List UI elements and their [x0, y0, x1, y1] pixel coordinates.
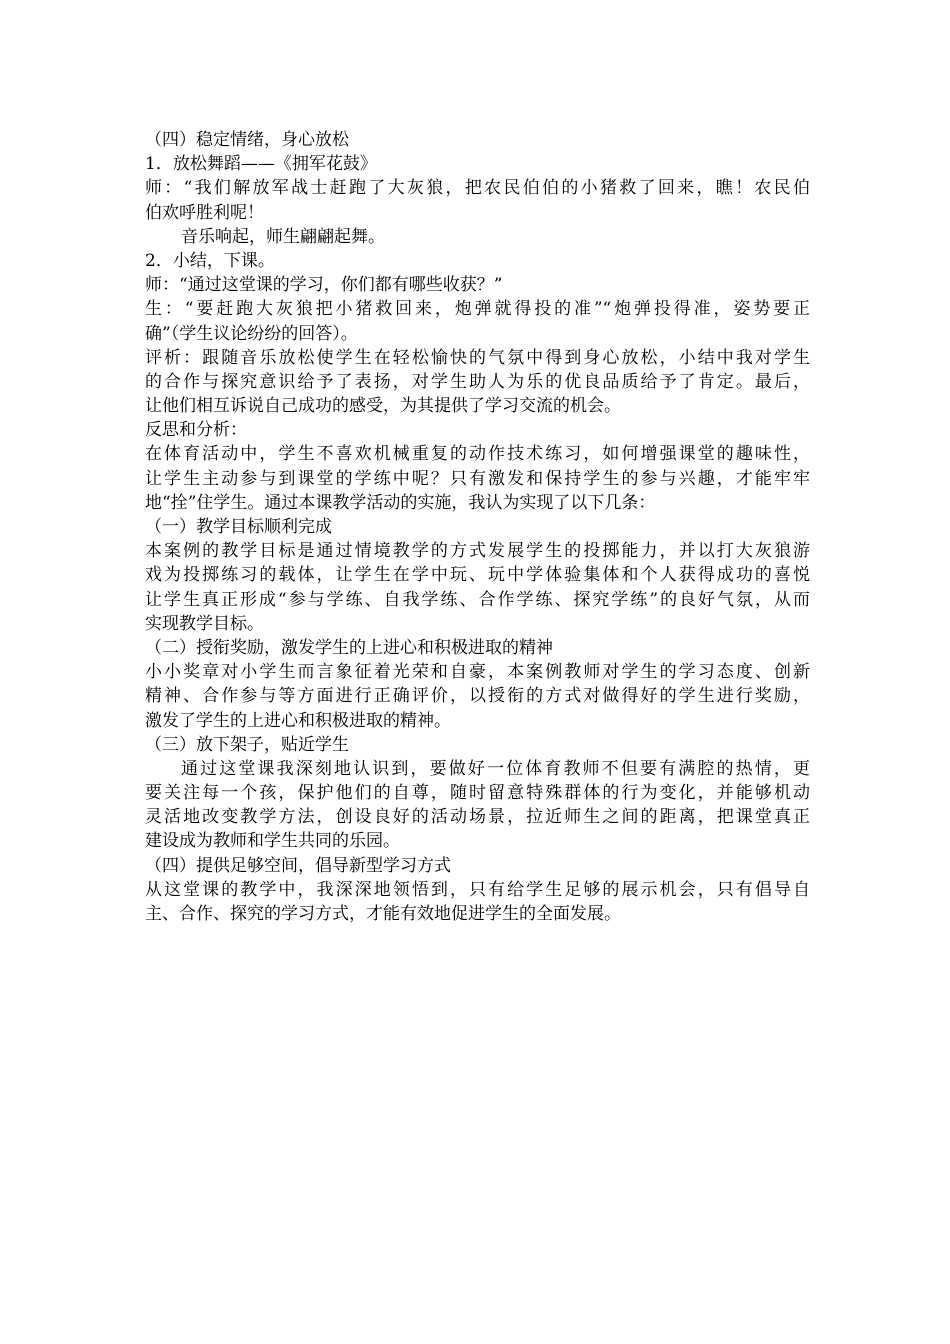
item-relax-dance: 1．放松舞蹈——《拥军花鼓》	[145, 154, 377, 175]
reflection-heading: 反思和分析：	[145, 420, 247, 441]
teacher-line-1b: 伯欢呼胜利呢！	[145, 202, 264, 223]
teacher-line-2: 师：“通过这堂课的学习，你们都有哪些收获？”	[145, 275, 503, 296]
student-line-b: 确”（学生议论纷纷的回答）。	[145, 323, 358, 344]
para-2-line-a: 小小奖章对小学生而言象征着光荣和自豪，本案例教师对学生的学习态度、创新	[145, 662, 810, 683]
reflection-line-b: 让学生主动参与到课堂的学练中呢？只有激发和保持学生的参与兴趣，才能牢牢	[145, 468, 810, 489]
para-1-line-b: 戏为投掷练习的载体，让学生在学中玩、玩中学体验集体和个人获得成功的喜悦	[145, 565, 810, 586]
para-3-line-a: 通过这堂课我深刻地认识到，要做好一位体育教师不但要有满腔的热情，更	[181, 758, 810, 779]
subheading-3: （三）放下架子，贴近学生	[145, 734, 349, 755]
comment-line-c: 让他们相互诉说自己成功的感受，为其提供了学习交流的机会。	[145, 396, 621, 417]
reflection-line-a: 在体育活动中，学生不喜欢机械重复的动作技术练习，如何增强课堂的趣味性，	[145, 444, 810, 465]
para-1-line-c: 让学生真正形成“参与学练、自我学练、合作学练、探究学练”的良好气氛，从而	[145, 589, 810, 610]
document-body	[145, 128, 810, 926]
music-line: 音乐响起，师生翩翩起舞。	[181, 226, 385, 247]
para-4-line-a: 从这堂课的教学中，我深深地领悟到，只有给学生足够的展示机会，只有倡导自	[145, 879, 810, 900]
para-1-line-a: 本案例的教学目标是通过情境教学的方式发展学生的投掷能力，并以打大灰狼游	[145, 541, 810, 562]
para-2-line-c: 激发了学生的上进心和积极进取的精神。	[145, 710, 451, 731]
subheading-2: （二）授衔奖励，激发学生的上进心和积极进取的精神	[145, 637, 553, 658]
teacher-line-1a: 师：“我们解放军战士赶跑了大灰狼，把农民伯伯的小猪救了回来，瞧！农民伯	[145, 178, 810, 199]
reflection-line-c: 地“拴”住学生。通过本课教学活动的实施，我认为实现了以下几条：	[145, 492, 656, 513]
item-summary: 2．小结，下课。	[145, 250, 275, 271]
para-1-line-d: 实现教学目标。	[145, 613, 264, 634]
subheading-1: （一）教学目标顺利完成	[145, 517, 332, 537]
comment-line-a: 评析：跟随音乐放松使学生在轻松愉快的气氛中得到身心放松，小结中我对学生	[145, 347, 810, 368]
para-3-line-d: 建设成为教师和学生共同的乐园。	[145, 831, 400, 852]
subheading-4: （四）提供足够空间，倡导新型学习方式	[145, 855, 451, 876]
student-line-a: 生：“要赶跑大灰狼把小猪救回来，炮弹就得投的准”“炮弹投得准，姿势要正	[145, 299, 810, 320]
para-3-line-b: 要关注每一个孩，保护他们的自尊，随时留意特殊群体的行为变化，并能够机动	[145, 783, 810, 804]
section-heading-4-emotions: （四）稳定情绪，身心放松	[145, 130, 349, 150]
comment-line-b: 的合作与探究意识给予了表扬，对学生助人为乐的优良品质给予了肯定。最后，	[145, 371, 810, 392]
para-3-line-c: 灵活地改变教学方法，创设良好的活动场景，拉近师生之间的距离，把课堂真正	[145, 807, 810, 828]
para-4-line-b: 主、合作、探究的学习方式，才能有效地促进学生的全面发展。	[145, 904, 621, 924]
para-2-line-b: 精神、合作参与等方面进行正确评价，以授衔的方式对做得好的学生进行奖励，	[145, 686, 810, 707]
